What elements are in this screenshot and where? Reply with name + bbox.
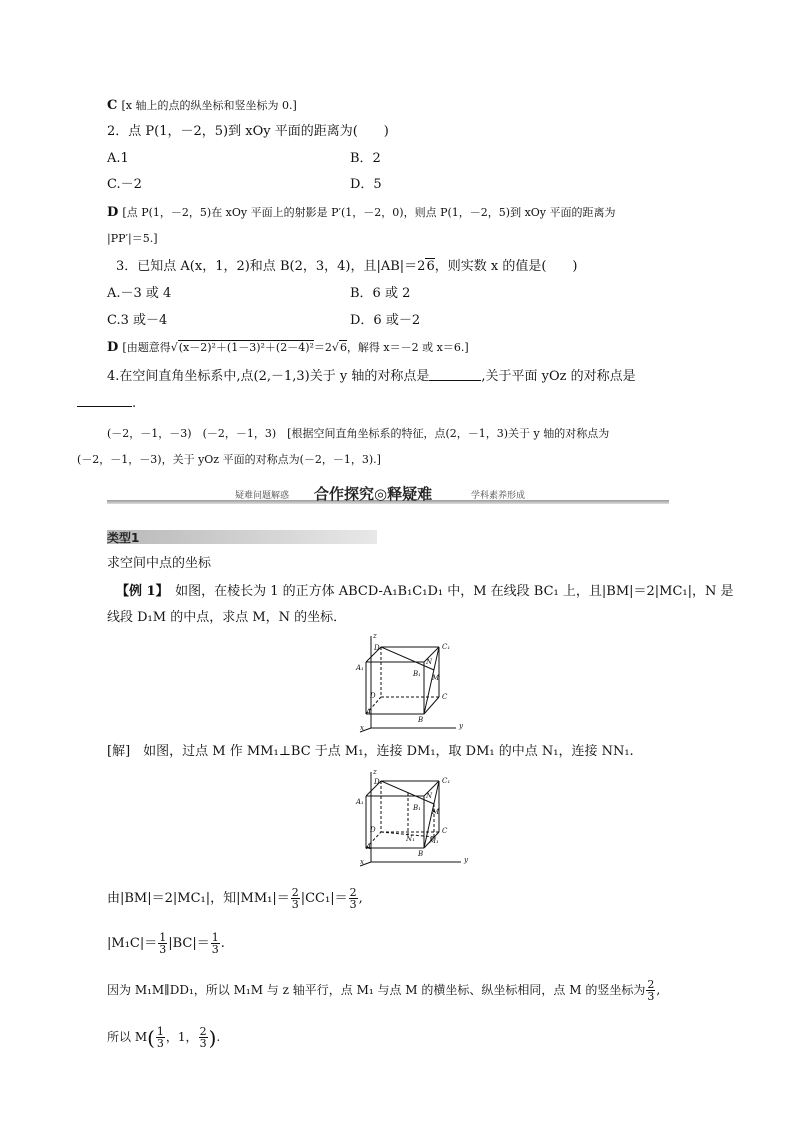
label-m: M	[432, 674, 440, 682]
step-text: .	[220, 936, 225, 951]
example-text: 如图，在棱长为 1 的正方体 ABCD-A₁B₁C₁D₁ 中，M 在线段 BC₁ 上，且|BM|＝2|MC₁|，N 是	[162, 584, 734, 599]
label-c: C	[442, 827, 448, 835]
step-text: ,	[656, 983, 661, 997]
fill-blank[interactable]	[429, 368, 481, 381]
q2-options-row2	[107, 177, 382, 193]
option-a: A.1	[107, 151, 129, 166]
sqrt-six: 6	[426, 259, 435, 274]
banner-left: 疑难问题解惑	[235, 491, 290, 501]
sqrt-six: 6	[339, 341, 347, 354]
label-a: A	[366, 708, 372, 716]
label-z: z	[373, 768, 377, 776]
answer-4-line	[107, 426, 609, 442]
section-banner	[107, 483, 669, 505]
label-n: N	[426, 792, 433, 800]
label-n: N	[426, 658, 433, 666]
answer-text: ，解得 x＝－2 或 x＝6.]	[346, 341, 469, 354]
example-1	[116, 584, 734, 600]
step-text: ,	[358, 891, 363, 906]
solution-step-3	[107, 979, 660, 1002]
q3-text-end: ，则实数 x 的值是( )	[434, 259, 578, 274]
q3-text: 3．已知点 A(x，1，2)和点 B(2，3，4)，且|AB|＝2	[116, 259, 426, 274]
answer-2-line	[107, 205, 616, 221]
question-4-cont	[77, 394, 136, 412]
answer-text: [点 P(1，－2，5)在 xOy 平面上的射影是 P′(1，－2，0)，则点 P(1，－2，5)到 xOy 平面的距离为	[122, 206, 616, 219]
label-y: y	[459, 722, 463, 730]
solution-step-1	[107, 887, 363, 910]
label-d: D	[370, 692, 376, 700]
solution-step-4: 所以 M( $\frac{1}{3}$ ，1， $\frac{2}{3}$ ).	[107, 1025, 221, 1050]
answer-1-line	[107, 98, 297, 114]
solution-text: 如图，过点 M 作 MM₁⊥BC 于点 M₁，连接 DM₁，取 DM₁ 的中点 N₁，连接 NN₁.	[130, 744, 634, 759]
answer-text: [由题意得	[122, 341, 171, 354]
label-d1: D₁	[374, 778, 383, 786]
answer-text: (－2，－1，－3)，关于 yOz 平面的对称点为(－2，－1，3).]	[77, 453, 381, 466]
fraction-two-thirds: $\frac{2}{3}$	[349, 886, 357, 911]
step-text: |M₁C|＝	[107, 936, 158, 951]
question-4	[107, 368, 636, 385]
label-m1: M₁	[429, 837, 439, 845]
fraction-two-thirds: $\frac{2}{3}$	[647, 978, 655, 1003]
q4-text: 4.在空间直角坐标系中,点(2,－1,3)关于 y 轴的对称点是	[107, 369, 430, 384]
option-b: B．2	[350, 151, 381, 166]
label-a1: A₁	[356, 798, 364, 806]
answer-text: (－2，－1，－3) (－2，－1，3) [根据空间直角坐标系的特征，点(2，－1，3)关于 y 轴的对称点为	[107, 427, 610, 440]
answer-text: [x 轴上的点的纵坐标和竖坐标为 0.]	[121, 99, 297, 112]
label-x: x	[360, 724, 364, 732]
label-b1: B₁	[413, 670, 421, 678]
figure-2-labels	[356, 768, 476, 868]
label-x: x	[360, 858, 364, 866]
option-c: C.3 或－4	[107, 313, 168, 328]
answer-text: |PP′|＝5.]	[107, 232, 158, 245]
label-m: M	[432, 808, 440, 816]
question-2: 2．点 P(1，－2，5)到 xOy 平面的距离为( )	[107, 124, 389, 139]
question-3	[116, 259, 577, 275]
fraction-one-third: $\frac{1}{3}$	[159, 931, 167, 956]
option-d: D．6 或－2	[350, 313, 421, 328]
solution-intro	[107, 744, 634, 760]
step-text: |BC|＝	[168, 936, 210, 951]
option-b: B．6 或 2	[350, 286, 411, 301]
example-label: 【例 1】	[116, 584, 163, 599]
step-text: .	[216, 1030, 221, 1044]
label-c1: C₁	[442, 777, 451, 785]
step-text: 由|BM|＝2|MC₁|，知|MM₁|＝	[107, 891, 290, 906]
section-title: 求空间中点的坐标	[107, 556, 212, 571]
label-y: y	[464, 856, 468, 864]
example-1-cont: 线段 D₁M 的中点，求点 M，N 的坐标．	[107, 610, 347, 625]
banner-right: 学科素养形成	[471, 491, 526, 501]
answer-text: ＝2	[313, 341, 332, 354]
q2-options-row1	[107, 151, 381, 167]
label-b: B	[418, 850, 424, 858]
answer-letter: C	[107, 98, 118, 113]
q4-end: .	[132, 396, 137, 411]
step-text: ，1，	[165, 1030, 198, 1044]
answer-4-cont	[77, 452, 381, 468]
fraction-two-thirds: $\frac{2}{3}$	[199, 1025, 207, 1050]
label-b1: B₁	[413, 804, 421, 812]
label-d1: D₁	[374, 644, 383, 652]
step-text: 所以 M	[107, 1030, 148, 1044]
figure-1-labels	[356, 632, 476, 734]
label-b: B	[418, 716, 424, 724]
solution-label: [解]	[107, 744, 131, 759]
label-a1: A₁	[356, 664, 364, 672]
q4-text-2: ,关于平面 yOz 的对称点是	[481, 369, 636, 384]
banner-title: 合作探究◎释疑难	[314, 485, 433, 503]
answer-2-cont	[107, 231, 158, 247]
option-d: D．5	[350, 177, 382, 192]
answer-letter: D	[107, 340, 119, 355]
fraction-one-third: $\frac{1}{3}$	[211, 931, 219, 956]
step-text: 因为 M₁M∥DD₁，所以 M₁M 与 z 轴平行，点 M₁ 与点 M 的横坐标、纵坐标相同，点 M 的竖坐标为	[107, 983, 646, 997]
fraction-two-thirds: $\frac{2}{3}$	[291, 886, 299, 911]
label-n1: N₁	[406, 835, 415, 843]
label-z: z	[373, 632, 377, 640]
type-label-bar	[107, 530, 377, 544]
answer-letter: D	[107, 205, 119, 220]
option-c: C.－2	[107, 177, 142, 192]
solution-step-2	[107, 932, 225, 955]
fill-blank[interactable]	[77, 394, 132, 407]
q3-options-row2	[107, 313, 421, 329]
step-text: |CC₁|＝	[300, 891, 348, 906]
sqrt-expression: (x－2)²＋(1－3)²＋(2－4)²	[178, 341, 314, 354]
label-c1: C₁	[442, 643, 451, 651]
q3-options-row1	[107, 286, 411, 302]
label-d: D	[370, 826, 376, 834]
label-c: C	[442, 693, 448, 701]
fraction-one-third: $\frac{1}{3}$	[156, 1025, 164, 1050]
answer-3-line: D [由题意得√(x－2)²＋(1－3)²＋(2－4)²＝2√6，解得 x＝－2 或 x＝6.]	[107, 340, 469, 355]
label-a: A	[366, 843, 372, 851]
option-a: A.－3 或 4	[107, 286, 172, 301]
type-label: 类型1	[107, 531, 140, 545]
